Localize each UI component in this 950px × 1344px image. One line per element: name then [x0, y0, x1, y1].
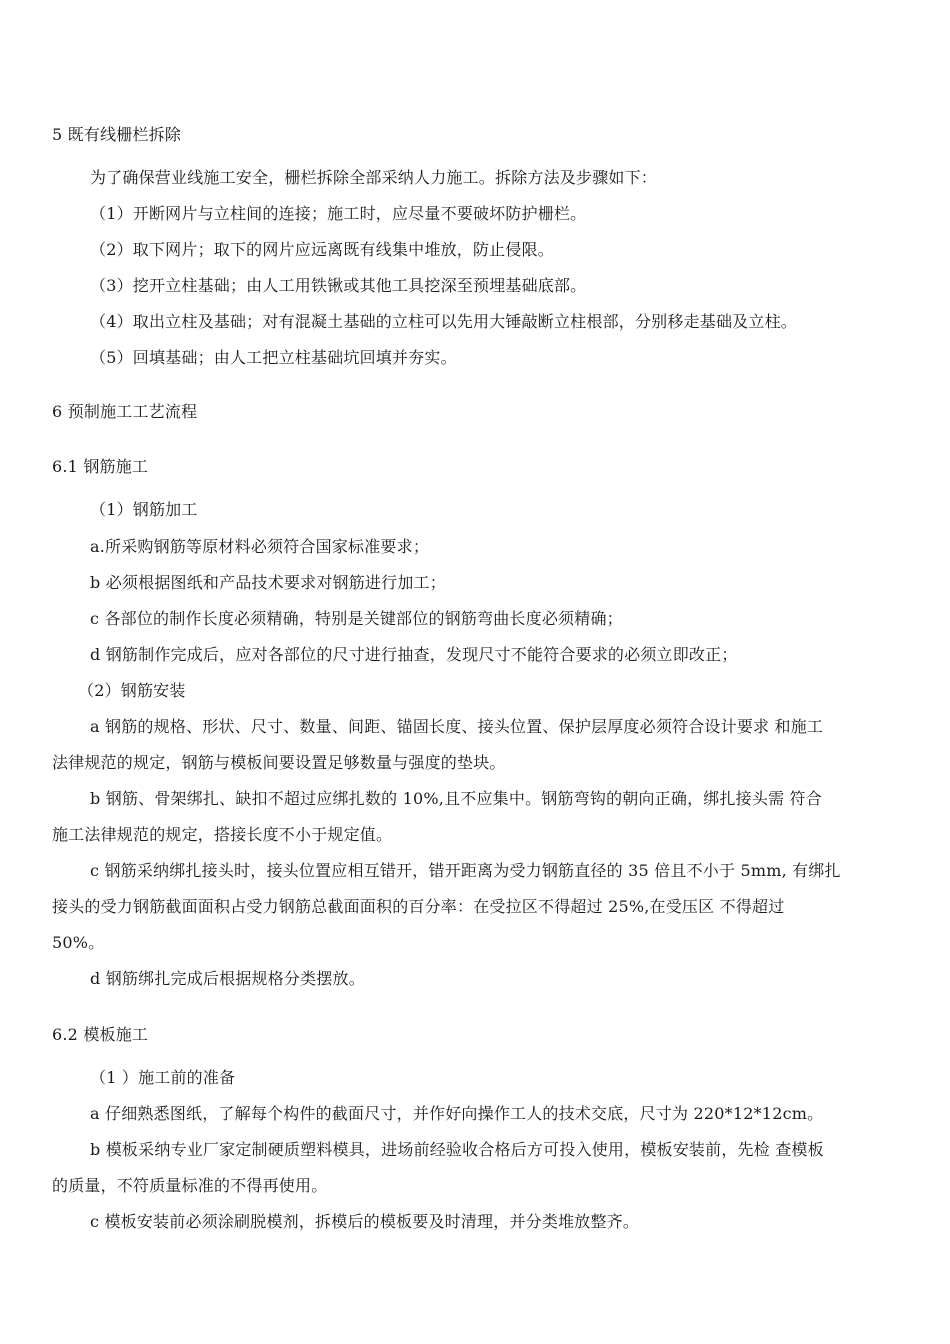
rebar-processing-item-c: c 各部位的制作长度必须精确，特别是关键部位的钢筋弯曲长度必须精确； — [90, 609, 623, 628]
formwork-prep-title: （1 ）施工前的准备 — [90, 1068, 236, 1087]
formwork-prep-b-line-1: b 模板采纳专业厂家定制硬质塑料模具，进场前经验收合格后方可投入使用，模板安装前，先检 查模板 — [90, 1140, 824, 1159]
rebar-install-a-line-2: 法律规范的规定，钢筋与模板间要设置足够数量与强度的垫块。 — [52, 753, 506, 772]
section-5-step-2: （2）取下网片；取下的网片应远离既有线集中堆放，防止侵限。 — [90, 240, 554, 259]
rebar-install-c-line-1: c 钢筋采纳绑扎接头时，接头位置应相互错开，错开距离为受力钢筋直径的 35 倍且不小于 5mm, 有绑扎 — [90, 861, 841, 880]
rebar-processing-item-a: a.所采购钢筋等原材料必须符合国家标准要求； — [90, 537, 430, 556]
formwork-prep-c-line-1: c 模板安装前必须涂刷脱模剂，拆模后的模板要及时清理，并分类堆放整齐。 — [90, 1212, 640, 1231]
rebar-processing-item-d: d 钢筋制作完成后，应对各部位的尺寸进行抽查，发现尺寸不能符合要求的必须立即改正； — [90, 645, 738, 664]
section-6-heading: 6 预制施工工艺流程 — [52, 402, 198, 421]
section-5-intro: 为了确保营业线施工安全，栅栏拆除全部采纳人力施工。拆除方法及步骤如下： — [90, 168, 658, 187]
rebar-install-a-line-1: a 钢筋的规格、形状、尺寸、数量、间距、锚固长度、接头位置、保护层厚度必须符合设计要求 和施工 — [90, 717, 824, 736]
section-5-step-1: （1）开断网片与立柱间的连接；施工时，应尽量不要破坏防护栅栏。 — [90, 204, 587, 223]
section-5-step-5: （5）回填基础；由人工把立柱基础坑回填并夯实。 — [90, 348, 457, 367]
formwork-prep-a-line-1: a 仔细熟悉图纸，了解每个构件的截面尺寸，并作好向操作工人的技术交底，尺寸为 220*12*12cm。 — [90, 1104, 824, 1123]
section-5-heading: 5 既有线栅栏拆除 — [52, 125, 182, 144]
rebar-install-title: （2）钢筋安装 — [78, 681, 186, 700]
section-5-step-4: （4）取出立柱及基础；对有混凝土基础的立柱可以先用大锤敲断立柱根部，分别移走基础及立柱。 — [90, 312, 797, 331]
rebar-processing-item-b: b 必须根据图纸和产品技术要求对钢筋进行加工； — [90, 573, 446, 592]
rebar-install-c-line-3: 50%。 — [52, 933, 105, 952]
rebar-processing-title: （1）钢筋加工 — [90, 500, 198, 519]
rebar-install-b-line-1: b 钢筋、骨架绑扎、缺扣不超过应绑扎数的 10%,且不应集中。钢筋弯钩的朝向正确，绑扎接头需 符合 — [90, 789, 822, 808]
section-6-1-heading: 6.1 钢筋施工 — [52, 457, 149, 476]
rebar-install-b-line-2: 施工法律规范的规定，搭接长度不小于规定值。 — [52, 825, 393, 844]
formwork-prep-b-line-2: 的质量，不符质量标准的不得再使用。 — [52, 1176, 328, 1195]
rebar-install-d-line-1: d 钢筋绑扎完成后根据规格分类摆放。 — [90, 969, 365, 988]
section-5-step-3: （3）挖开立柱基础；由人工用铁锹或其他工具挖深至预埋基础底部。 — [90, 276, 587, 295]
section-6-2-heading: 6.2 模板施工 — [52, 1025, 149, 1044]
rebar-install-c-line-2: 接头的受力钢筋截面面积占受力钢筋总截面面积的百分率：在受拉区不得超过 25%,在受压区 不得超过 — [52, 897, 785, 916]
